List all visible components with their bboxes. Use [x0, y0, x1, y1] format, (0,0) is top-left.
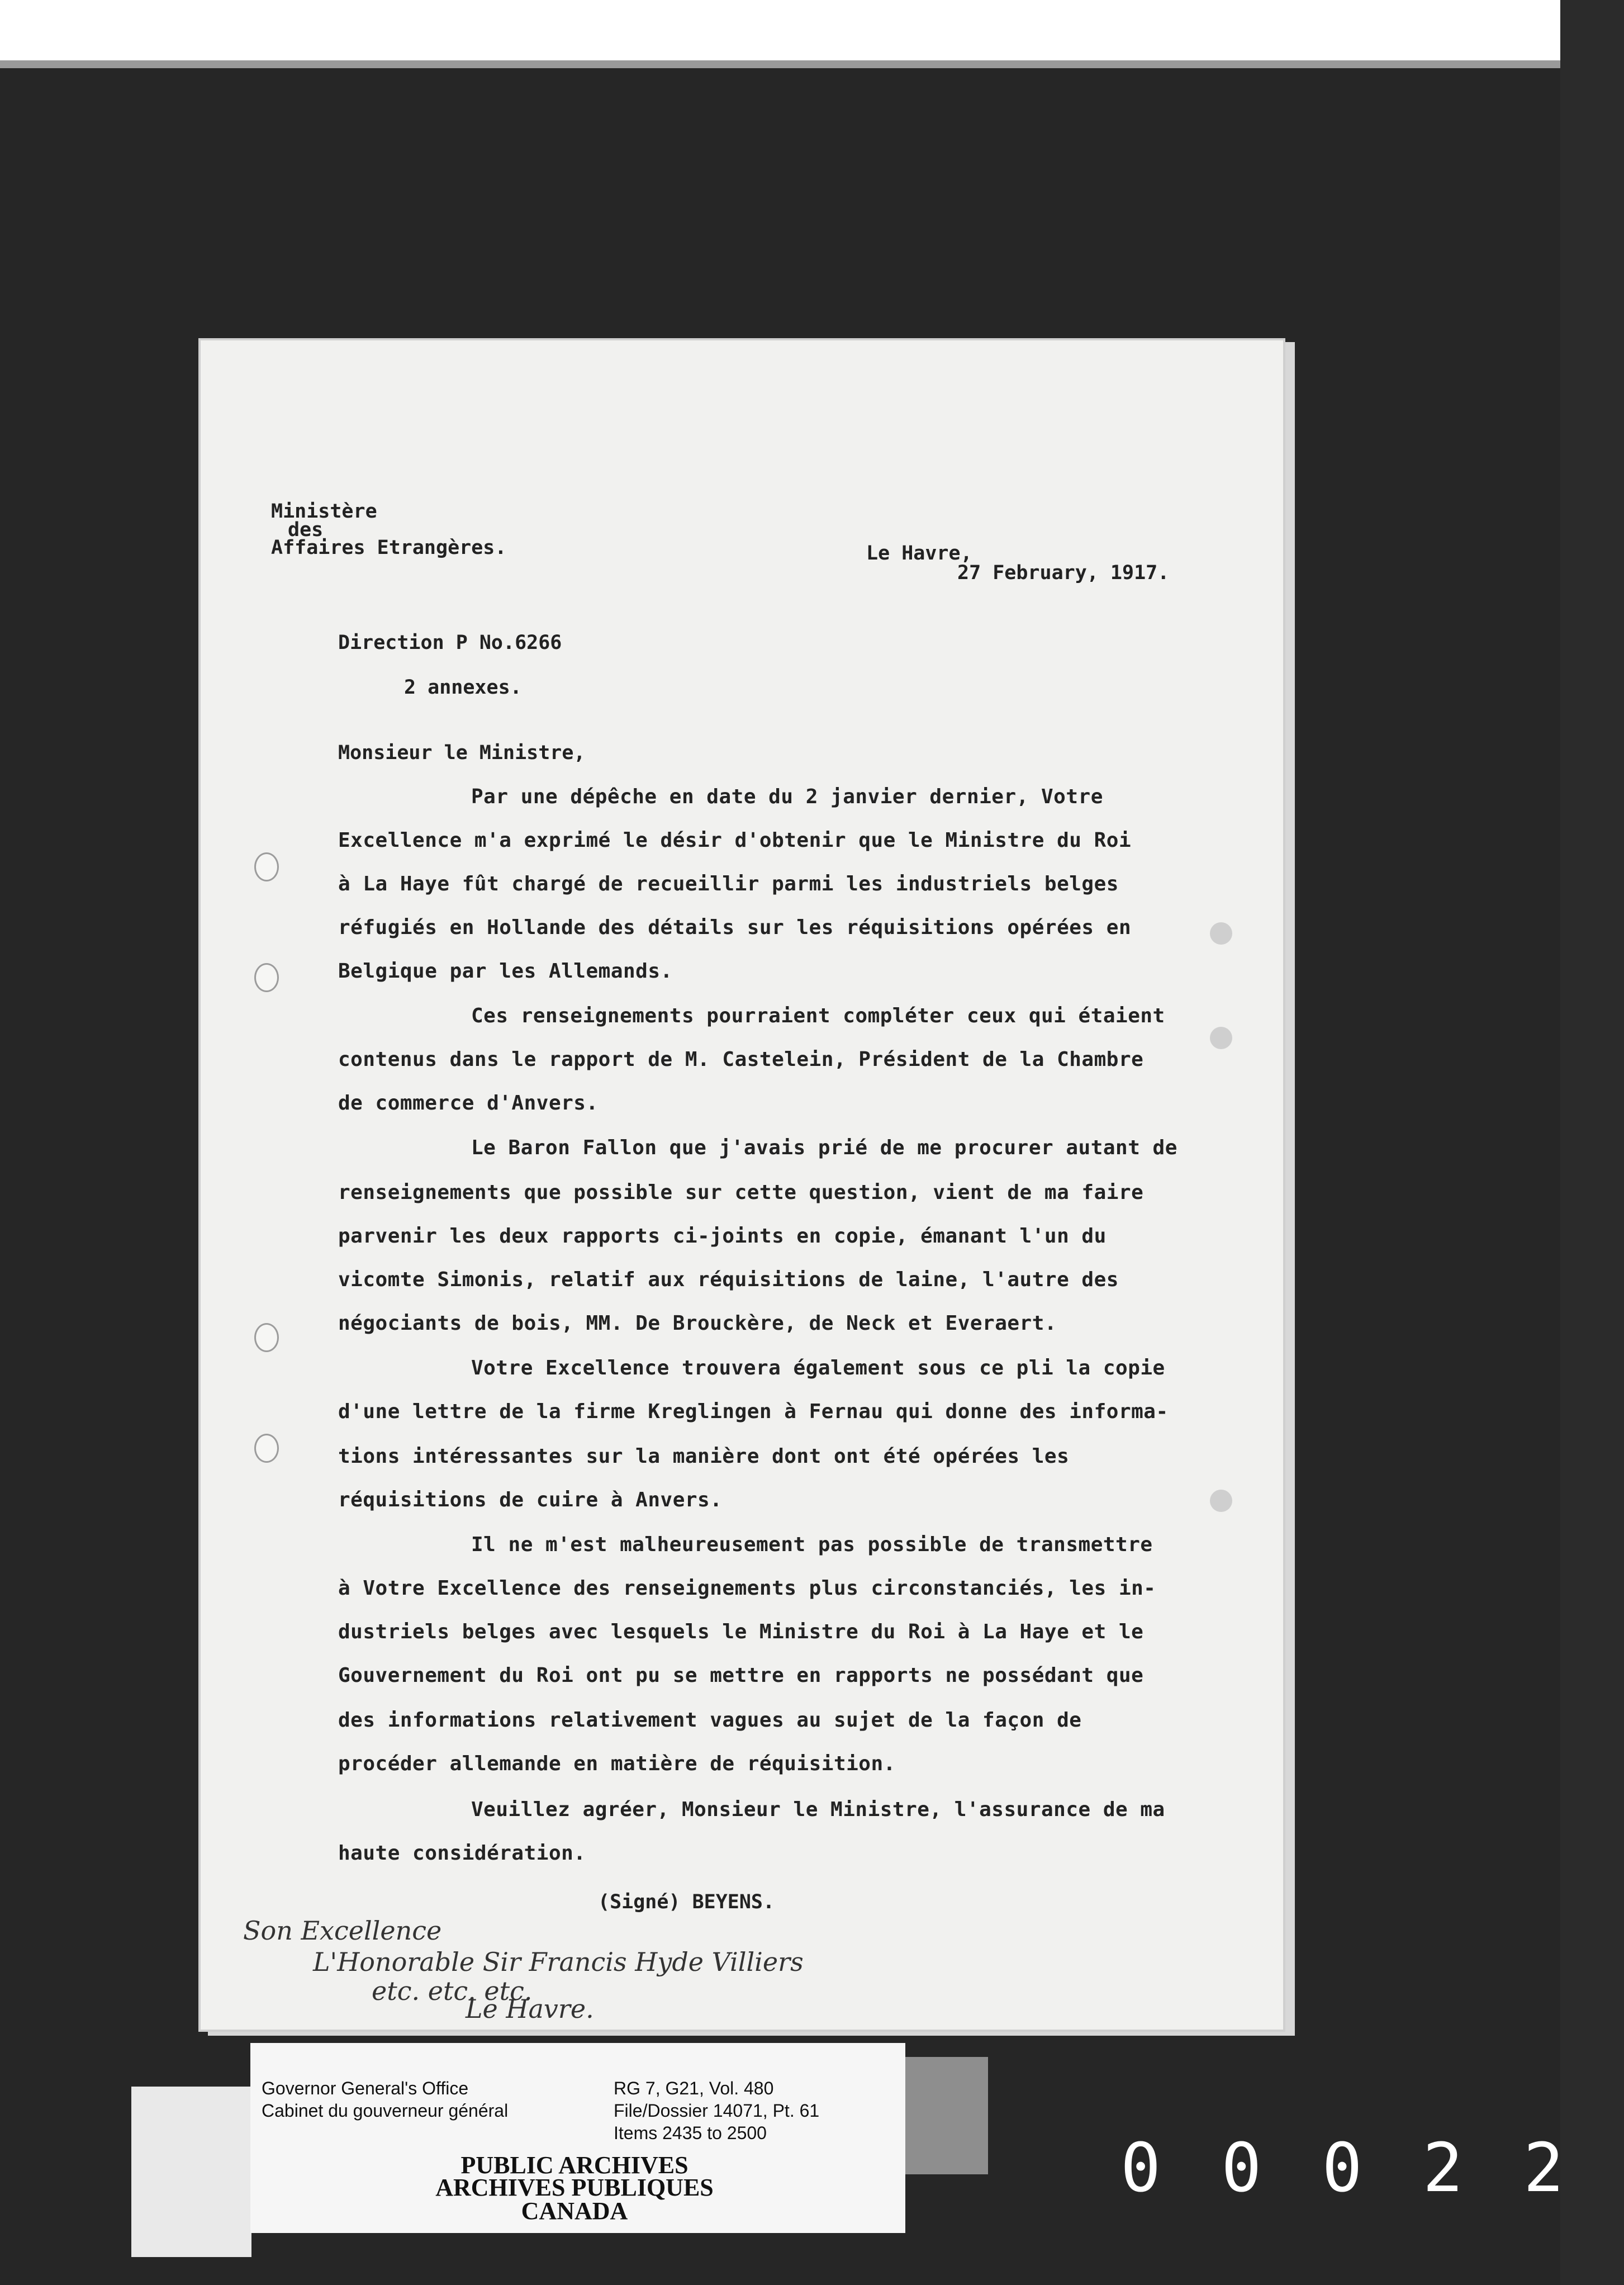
body-line: vicomte Simonis, relatif aux réquisitions de laine, l'autre des: [338, 1268, 1119, 1291]
body-line: Excellence m'a exprimé le désir d'obtenir que le Ministre du Roi: [338, 829, 1132, 852]
frame-number: 00022: [1120, 2130, 1624, 2207]
body-line: négociants de bois, MM. De Brouckère, de Neck et Everaert.: [338, 1312, 1057, 1335]
punch-hole: [254, 963, 279, 992]
signature: (Signé) BEYENS.: [598, 1891, 775, 1913]
handwritten-addressee-2: L'Honorable Sir Francis Hyde Villiers: [313, 1947, 804, 1977]
body-line: Gouvernement du Roi ont pu se mettre en rapports ne possédant que: [338, 1664, 1144, 1687]
punch-hole: [254, 1323, 279, 1352]
archive-label: [250, 2043, 905, 2233]
office-french: Cabinet du gouverneur général: [262, 2101, 509, 2121]
body-line: Par une dépêche en date du 2 janvier dernier, Votre: [471, 785, 1103, 808]
body-line: Ces renseignements pourraient compléter ceux qui étaient: [471, 1004, 1165, 1027]
body-line: contenus dans le rapport de M. Castelein, Président de la Chambre: [338, 1048, 1144, 1071]
stain-mark: [1210, 922, 1232, 945]
punch-hole: [254, 852, 279, 881]
body-line: renseignements que possible sur cette question, vient de ma faire: [338, 1181, 1144, 1204]
label-backing: [131, 2087, 251, 2257]
body-line: tions intéressantes sur la manière dont ont été opérées les: [338, 1445, 1070, 1468]
salutation: Monsieur le Ministre,: [338, 742, 586, 764]
letterhead-line-2: des: [288, 519, 324, 541]
stain-mark: [1210, 1490, 1232, 1512]
handwritten-addressee-1: Son Excellence: [243, 1916, 442, 1946]
body-line: haute considération.: [338, 1842, 586, 1865]
body-line: des informations relativement vagues au sujet de la façon de: [338, 1709, 1082, 1732]
country: CANADA: [521, 2197, 628, 2225]
archives-french: ARCHIVES PUBLIQUES: [435, 2174, 714, 2201]
body-line: Votre Excellence trouvera également sous ce pli la copie: [471, 1357, 1165, 1379]
scan-top-edge: [0, 60, 1560, 68]
handwritten-addressee-3: etc. etc. etc.: [372, 1976, 533, 2006]
items-range: Items 2435 to 2500: [614, 2123, 767, 2143]
body-line: Le Baron Fallon que j'avais prié de me procurer autant de: [471, 1136, 1177, 1159]
body-line: à La Haye fût chargé de recueillir parmi les industriels belges: [338, 873, 1119, 895]
place: Le Havre,: [866, 542, 972, 565]
body-line: parvenir les deux rapports ci-joints en copie, émanant l'un du: [338, 1225, 1107, 1248]
body-line: réquisitions de cuire à Anvers.: [338, 1488, 723, 1511]
body-line: d'une lettre de la firme Kreglingen à Fernau qui donne des informa-: [338, 1400, 1169, 1423]
body-line: réfugiés en Hollande des détails sur les réquisitions opérées en: [338, 916, 1132, 939]
body-line: procéder allemande en matière de réquisition.: [338, 1752, 896, 1775]
direction-reference: Direction P No.6266: [338, 632, 562, 654]
office-english: Governor General's Office: [262, 2078, 469, 2098]
record-group: RG 7, G21, Vol. 480: [614, 2078, 774, 2098]
date: 27 February, 1917.: [957, 562, 1170, 584]
body-line: à Votre Excellence des renseignements plus circonstanciés, les in-: [338, 1577, 1156, 1600]
handwritten-addressee-4: Le Havre.: [466, 1994, 594, 2024]
label-shadow: [905, 2057, 988, 2174]
annexes: 2 annexes.: [404, 676, 522, 699]
file-dossier: File/Dossier 14071, Pt. 61: [614, 2101, 820, 2121]
punch-hole: [254, 1434, 279, 1463]
stain-mark: [1210, 1027, 1232, 1049]
body-line: Veuillez agréer, Monsieur le Ministre, l'assurance de ma: [471, 1798, 1165, 1821]
body-line: Belgique par les Allemands.: [338, 960, 673, 983]
scan-top-margin: [0, 0, 1560, 64]
archives-english: PUBLIC ARCHIVES: [460, 2151, 688, 2179]
letterhead-line-1: Ministère: [271, 500, 377, 523]
body-line: de commerce d'Anvers.: [338, 1092, 599, 1115]
letterhead-line-3: Affaires Etrangères.: [271, 537, 507, 559]
body-line: Il ne m'est malheureusement pas possible de transmettre: [471, 1533, 1153, 1556]
body-line: dustriels belges avec lesquels le Ministre du Roi à La Haye et le: [338, 1620, 1144, 1643]
letter-sheet: [198, 338, 1285, 2032]
